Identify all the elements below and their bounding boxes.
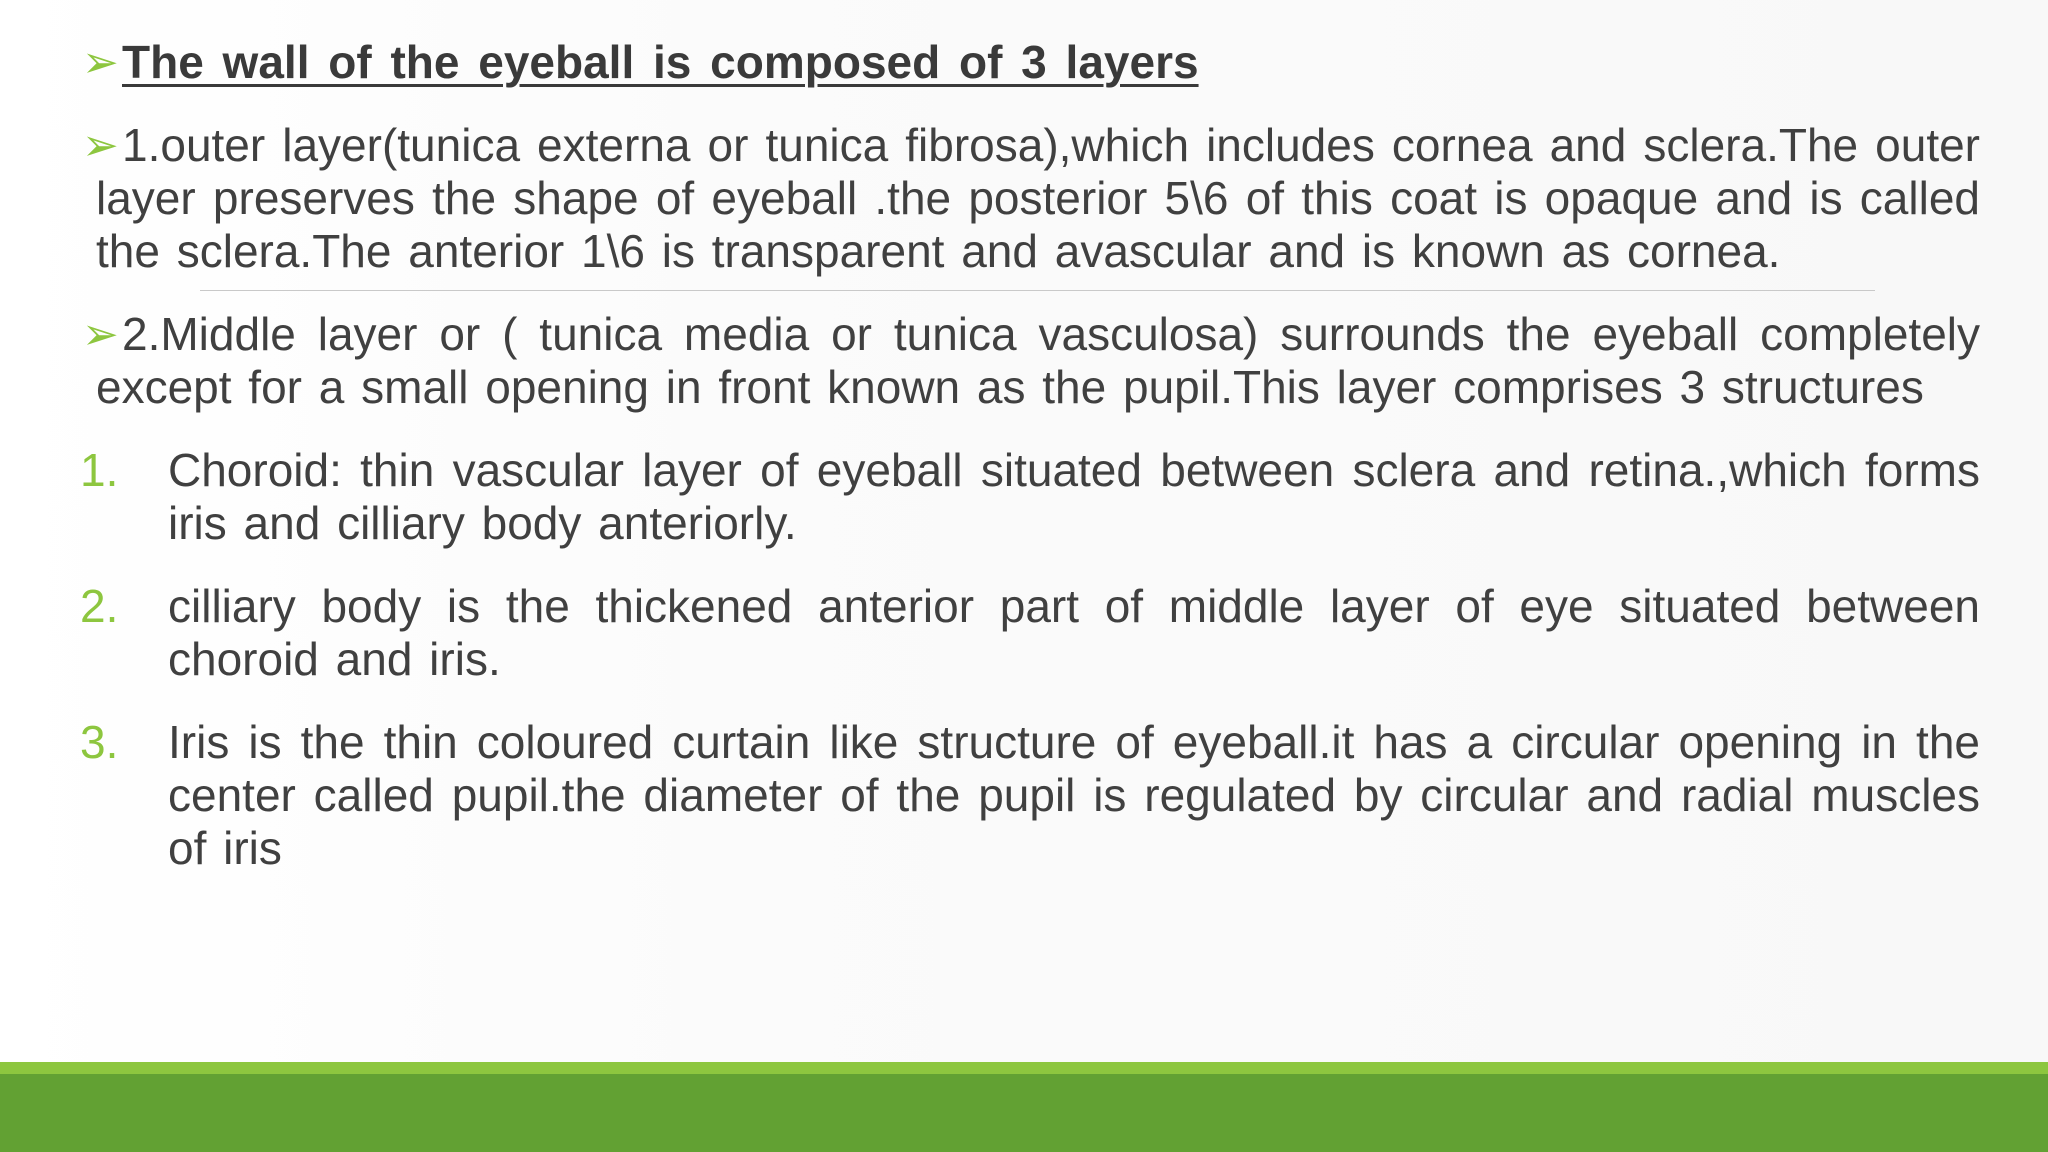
green-arrowhead-bullet-icon: ➢ <box>82 120 119 171</box>
structures-numbered-list <box>80 444 1980 875</box>
footer-band <box>0 1062 2048 1152</box>
list-number: 3. <box>80 716 119 768</box>
list-item-text: cilliary body is the thickened anterior part of middle layer of eye situated between choroid and iris. <box>168 580 1980 685</box>
heading-bullet <box>80 36 1980 89</box>
list-number: 1. <box>80 444 119 496</box>
list-item-iris <box>80 716 1980 875</box>
slide-heading: The wall of the eyeball is composed of 3 layers <box>122 36 1199 88</box>
green-arrowhead-bullet-icon: ➢ <box>82 37 119 88</box>
list-number: 2. <box>80 580 119 632</box>
bullet-text: 1.outer layer(tunica externa or tunica fibrosa),which includes cornea and sclera.The outer layer preserves the shape of eyeball .the posterior 5\6 of this coat is opaque and is called the sclera.The anterior 1\6 is transparent and avascular and is known as cornea. <box>96 119 1980 277</box>
bullet-text: 2.Middle layer or ( tunica media or tunica vasculosa) surrounds the eyeball completely except for a small opening in front known as the pupil.This layer comprises 3 structures <box>96 308 1980 413</box>
slide-content <box>80 36 1980 905</box>
green-arrowhead-bullet-icon: ➢ <box>82 309 119 360</box>
faint-divider-line <box>200 290 1875 291</box>
list-item-cilliary-body <box>80 580 1980 686</box>
list-item-text: Choroid: thin vascular layer of eyeball situated between sclera and retina.,which forms iris and cilliary body anteriorly. <box>168 444 1980 549</box>
bullet-middle-layer <box>80 308 1980 414</box>
bullet-outer-layer <box>80 119 1980 278</box>
footer-band-highlight <box>0 1062 2048 1074</box>
list-item-choroid <box>80 444 1980 550</box>
list-item-text: Iris is the thin coloured curtain like structure of eyeball.it has a circular opening in the center called pupil.the diameter of the pupil is regulated by circular and radial muscles of iris <box>168 716 1980 874</box>
